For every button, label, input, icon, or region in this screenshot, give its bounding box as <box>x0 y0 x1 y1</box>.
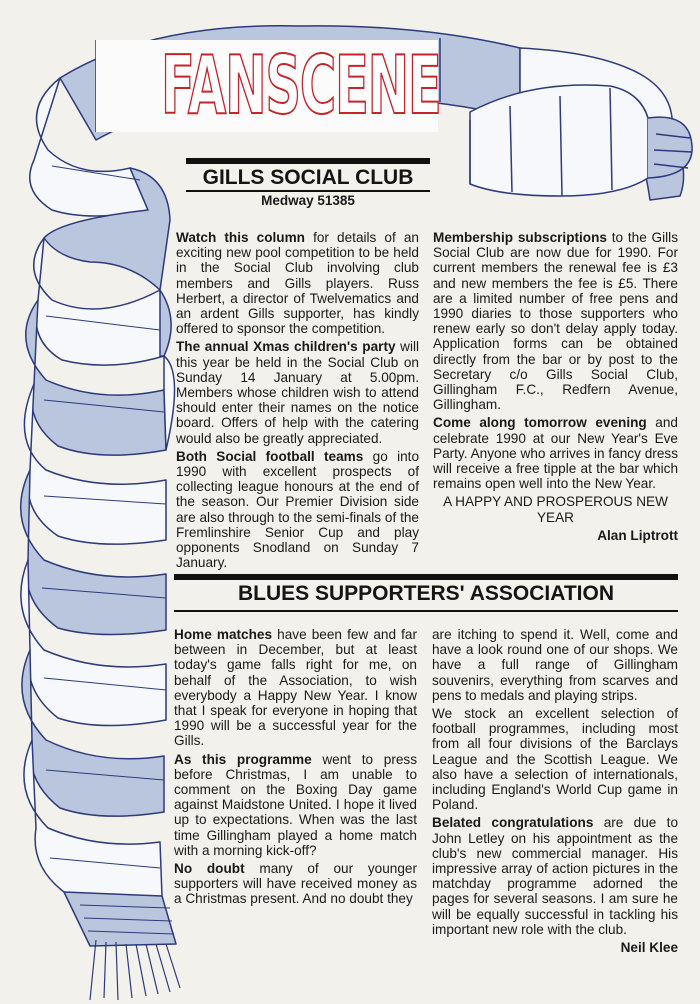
blues-bottom-rule <box>174 610 678 612</box>
social-club-column-1 <box>176 230 419 573</box>
paragraph: Home matches have been few and far between in December, but at least today's game falls right for me, on behalf of the Association, to wish everybody a Happy New Year. I know that I speak for everyone in hoping that 1990 will be a successful year for the Gills. <box>174 627 418 749</box>
paragraph: We stock an excellent selection of football programmes, including most from all four divisions of the Barclays League and the Scottish League. We also have a selection of internationals, including England's World Cup game in Poland. <box>432 706 678 813</box>
blues-title: BLUES SUPPORTERS' ASSOCIATION <box>237 582 615 605</box>
blues-top-rule <box>174 574 678 580</box>
paragraph: Belated congratulations are due to John Letley on his appointment as the club's new commercial manager. His impressive array of action pictures in the matchday programme adorned the pages for several seasons. I am sure he will be equally successful in tackling his important new role with the club. <box>432 815 679 937</box>
social-club-subtitle: Medway 51385 <box>261 193 355 208</box>
paragraph: are itching to spend it. Well, come and have a look round one of our shops. We have a full range of Gillingham souvenirs, everything from scarves and pens to medals and playing strips. <box>432 627 678 703</box>
paragraph: Membership subscriptions to the Gills Social Club are now due for 1990. For current members the renewal fee is £3 and new members the fee is £5. There are a limited number of free pens and 1990 diaries to those supporters who renew early so don't delay apply today. Application forms can be obtained directly from the bar or by post to the Secretary c/o Gills Social Club, Gillingham F.C., Redfern Avenue, Gillingham. <box>433 230 678 413</box>
new-year-greeting: A HAPPY AND PROSPEROUS NEW YEAR <box>443 494 668 525</box>
signature: Alan Liptrott <box>597 527 678 543</box>
masthead-title: FANSCENE <box>160 39 441 132</box>
social-club-bottom-rule <box>186 190 430 192</box>
signature: Neil Klee <box>620 940 678 956</box>
paragraph: As this programme went to press before Christmas, I am unable to comment on the Boxing Day game against Maidstone United. I hope it lived up to expectations. When was the last time Gillingham played a home match with a morning kick-off? <box>174 751 418 858</box>
social-club-title: GILLS SOCIAL CLUB <box>202 166 414 189</box>
paragraph: Watch this column for details of an exciting new pool competition to be held in the Social Club involving club members and Gills players. Russ Herbert, a director of Twelvematics and an ardent Gills supporter, has kindly offered to sponsor the competition. <box>176 230 419 337</box>
paragraph: Both Social football teams go into 1990 with excellent prospects of collecting league honours at the end of the season. Our Premier Division side are also through to the semi-finals of the Fremlinshire Senior Cup and play opponents Snodland on Sunday 7 January. <box>176 448 420 571</box>
social-club-top-rule <box>186 158 430 164</box>
paragraph: The annual Xmas children's party will this year be held in the Social Club on Sunday 14 January at 5.00pm. Members whose children wish to attend should enter their names on the notice board. Offers of help with the catering would also be greatly appreciated. <box>176 339 420 446</box>
blues-column-2 <box>432 627 678 958</box>
social-club-column-2 <box>433 230 678 546</box>
blues-column-1 <box>174 627 417 910</box>
paragraph: Come along tomorrow evening and celebrate 1990 at our New Year's Eve Party. Anyone who arrives in fancy dress will receive a free tipple at the bar which remains open well into the New Year. <box>433 415 678 492</box>
paragraph: No doubt many of our younger supporters will have received money as a Christmas present. And no doubt they <box>174 861 417 907</box>
